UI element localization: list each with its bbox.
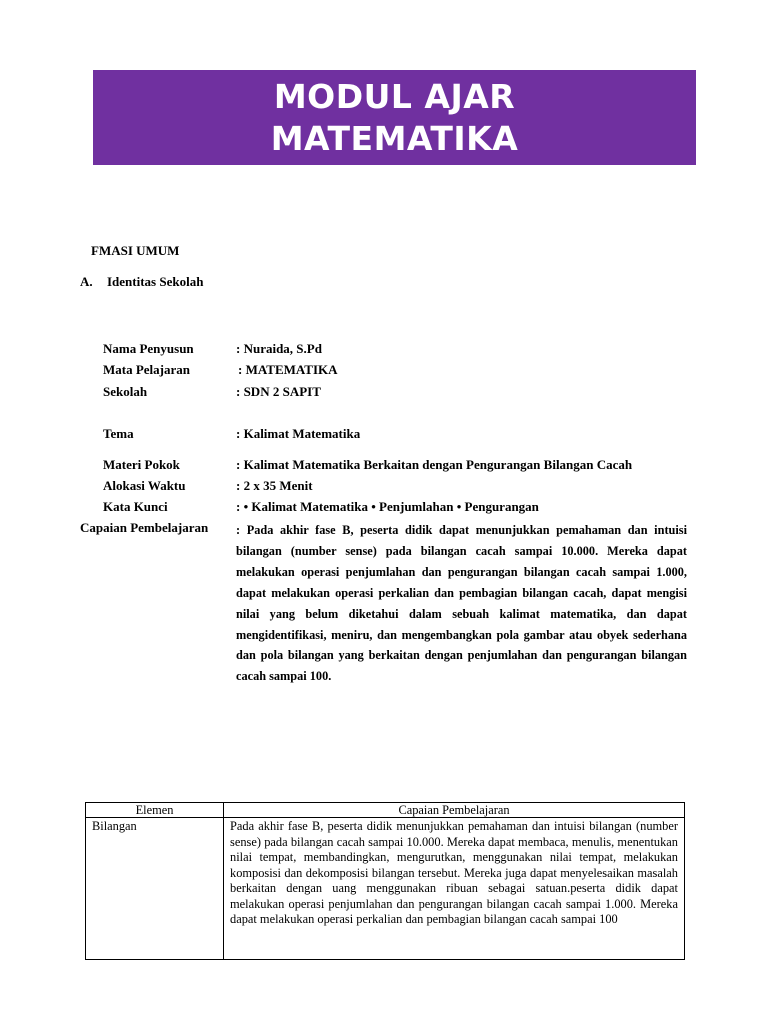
value-sekolah: : SDN 2 SAPIT bbox=[236, 384, 321, 399]
value-materi-pokok: : Kalimat Matematika Berkaitan dengan Pengurangan Bilangan Cacah bbox=[236, 457, 633, 472]
label-tema: Tema bbox=[103, 426, 134, 441]
label-kata-kunci: Kata Kunci bbox=[103, 499, 168, 514]
table-cell-elemen bbox=[86, 818, 224, 960]
label-sekolah: Sekolah bbox=[103, 384, 148, 399]
table-header-row bbox=[86, 803, 685, 818]
table-cell-elemen-text: Bilangan bbox=[92, 819, 137, 833]
table-header-elemen: Elemen bbox=[86, 803, 224, 818]
title-banner bbox=[93, 70, 696, 165]
capaian-pembelajaran-text: : Pada akhir fase B, peserta didik dapat menunjukkan pemahaman dan intuisi bilangan (number sense) pada bilangan cacah sampai 10.000. Mereka dapat melakukan operasi penjumlahan dan pengurangan bilangan cacah sampai 1.000, dapat melakukan operasi perkalian dan pembagian bilangan cacah, dapat mengisi nilai yang belum diketahui dalam sebuah kalimat matematika, dan dapat mengidentifikasi, meniru, dan mengembangkan pola gambar atau obyek sederhana dan pola bilangan yang berkaitan dengan penjumlahan dan pengurangan bilangan cacah sampai 100. bbox=[236, 523, 687, 684]
label-materi-pokok: Materi Pokok bbox=[103, 457, 180, 472]
value-kata-kunci: : • Kalimat Matematika • Penjumlahan • Pengurangan bbox=[236, 499, 539, 514]
label-mata-pelajaran: Mata Pelajaran bbox=[103, 362, 191, 377]
table-cell-capaian bbox=[224, 818, 685, 960]
value-mata-pelajaran: : MATEMATIKA bbox=[238, 362, 338, 377]
label-alokasi-waktu: Alokasi Waktu bbox=[103, 478, 186, 493]
value-tema: : Kalimat Matematika bbox=[236, 426, 361, 441]
section-title: FMASI UMUM bbox=[91, 243, 180, 258]
table-cell-capaian-text: Pada akhir fase B, peserta didik menunjukkan pemahaman dan intuisi bilangan (number sense) pada bilangan cacah sampai 10.000. Mereka dapat membaca, menulis, menentukan nilai tempat, membandingkan, mengurutkan, menggunakan nilai tempat, melakukan komposisi dan dekomposisi bilangan tersebut. Mereka juga dapat menyelesaikan masalah berkaitan dengan uang menggunakan ribuan sebagai satuan.peserta didik dapat melakukan operasi penjumlahan dan pengurangan bilangan cacah sampai 1.000. Mereka dapat melakukan operasi perkalian dan pembagian bilangan cacah sampai 100 bbox=[230, 819, 678, 926]
value-nama-penyusun: : Nuraida, S.Pd bbox=[236, 341, 322, 356]
subsection-marker: A. bbox=[80, 274, 93, 289]
value-alokasi-waktu: : 2 x 35 Menit bbox=[236, 478, 313, 493]
title-line-1: MODUL AJAR bbox=[273, 76, 516, 116]
label-nama-penyusun: Nama Penyusun bbox=[103, 341, 194, 356]
title-line-2: MATEMATIKA bbox=[270, 118, 519, 158]
table-header-capaian: Capaian Pembelajaran bbox=[224, 803, 685, 818]
label-capaian-pembelajaran: Capaian Pembelajaran bbox=[80, 520, 209, 535]
capaian-table bbox=[85, 802, 685, 960]
table-row bbox=[86, 818, 685, 960]
subsection-title: Identitas Sekolah bbox=[107, 274, 204, 289]
